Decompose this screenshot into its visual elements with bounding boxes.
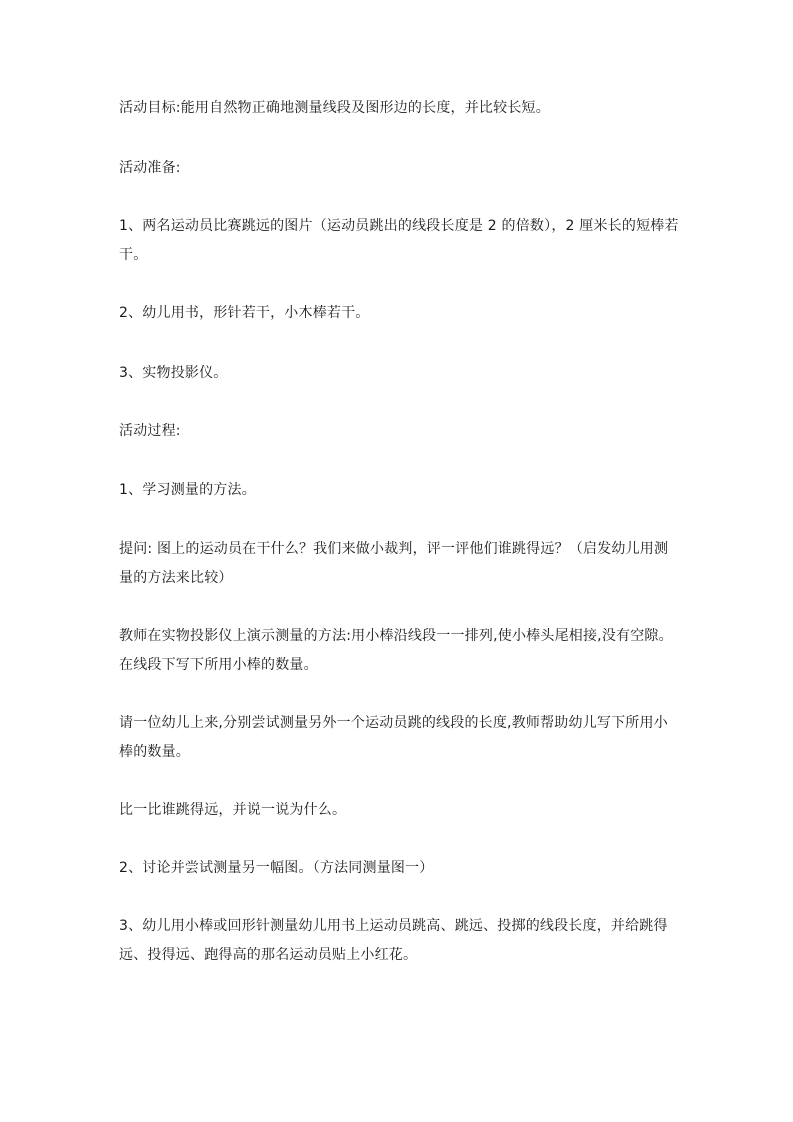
compare-paragraph: 比一比谁跳得远，并说一说为什么。 — [119, 802, 347, 818]
preparation-item-3: 3、实物投影仪。 — [119, 365, 228, 381]
teacher-demo-paragraph: 教师在实物投影仪上演示测量的方法:用小棒沿线段一一排列,使小棒头尾相接,没有空隙。在线段下写下所用小棒的数量。 — [119, 628, 673, 673]
preparation-item-2: 2、幼儿用书，形针若干，小木棒若干。 — [119, 305, 370, 321]
activity-goal: 活动目标:能用自然物正确地测量线段及图形边的长度，并比较长短。 — [119, 100, 550, 116]
question-paragraph: 提问: 图上的运动员在干什么？我们来做小裁判，评一评他们谁跳得远？（启发幼儿用测量的方法来比较） — [119, 541, 669, 586]
activity-process-heading: 活动过程: — [119, 423, 181, 439]
activity-preparation-heading: 活动准备: — [119, 160, 181, 176]
process-step-3: 3、幼儿用小棒或回形针测量幼儿用书上运动员跳高、跳远、投掷的线段长度，并给跳得远、投得远、跑得高的那名运动员贴上小红花。 — [119, 918, 668, 963]
preparation-item-1: 1、两名运动员比赛跳远的图片（运动员跳出的线段长度是 2 的倍数），2 厘米长的短棒若干。 — [119, 218, 679, 263]
process-step-2: 2、讨论并尝试测量另一幅图。（方法同测量图一） — [119, 860, 434, 876]
process-step-1: 1、学习测量的方法。 — [119, 482, 256, 498]
child-try-paragraph: 请一位幼儿上来,分别尝试测量另外一个运动员跳的线段的长度,教师帮助幼儿写下所用小棒的数量。 — [119, 715, 668, 760]
